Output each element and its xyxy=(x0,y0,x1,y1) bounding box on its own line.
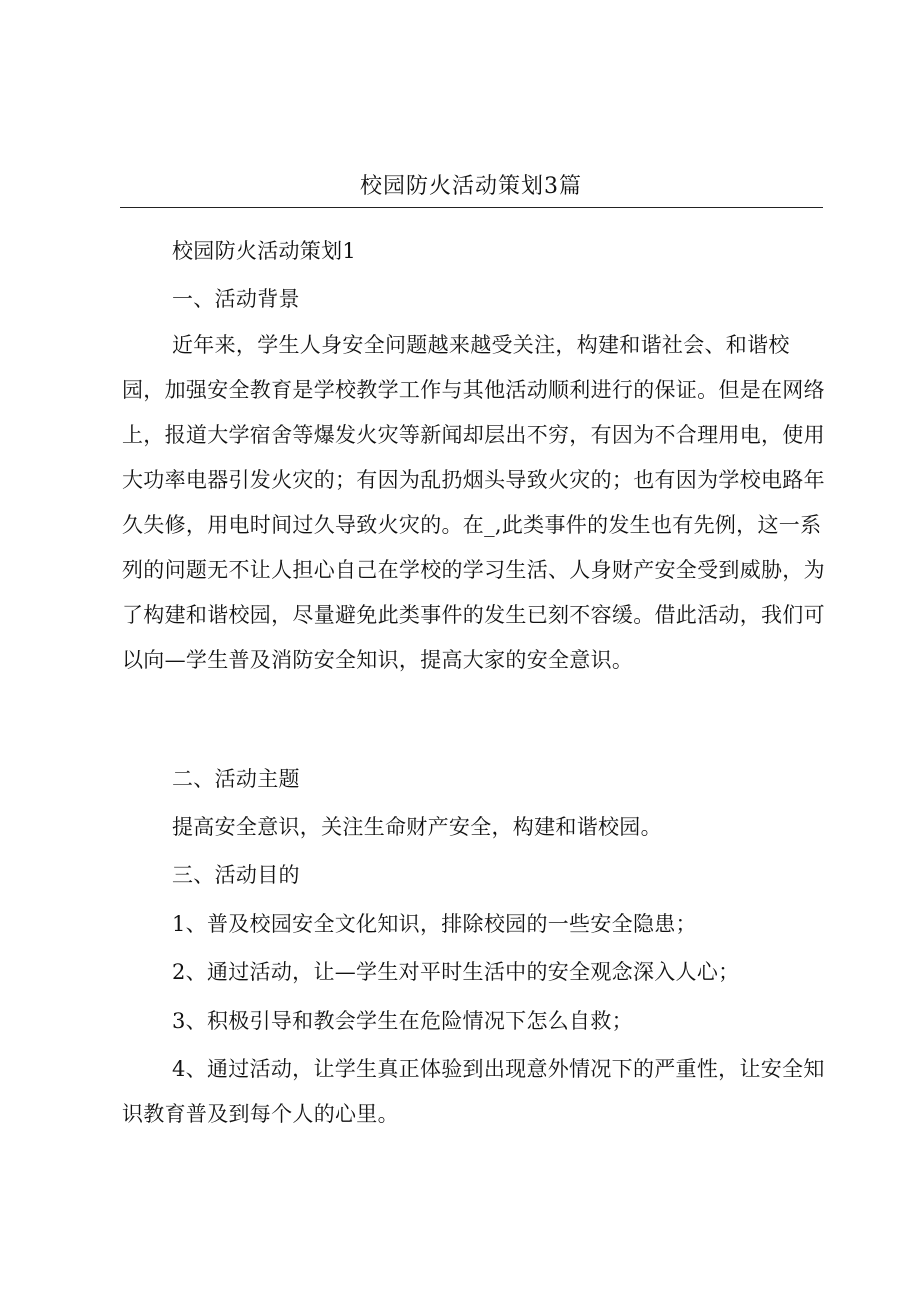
section-heading-background: 一、活动背景 xyxy=(172,287,300,311)
background-paragraph: 近年来，学生人身安全问题越来越受关注，构建和谐社会、和谐校园，加强安全教育是学校教学工作与其他活动顺利进行的保证。但是在网络上，报道大学宿舍等爆发火灾等新闻却层出不穷，有因为不合理用电，使用大功率电器引发火灾的；有因为乱扔烟头导致火灾的；也有因为学校电路年久失修，用电时间过久导致火灾的。在_,此类事件的发生也有先例，这一系列的问题无不让人担心自己在学校的学习生活、人身财产安全受到威胁，为了构建和谐校园，尽量避免此类事件的发生已刻不容缓。借此活动，我们可以向—学生普及消防安全知识，提高大家的安全意识。 xyxy=(122,333,825,672)
goal-item-3: 3、积极引导和教会学生在危险情况下怎么自救； xyxy=(172,1009,633,1033)
goal-item-2: 2、通过活动，让—学生对平时生活中的安全观念深入人心； xyxy=(172,960,740,984)
plan-subtitle: 校园防火活动策划1 xyxy=(172,239,357,263)
section-heading-goals: 三、活动目的 xyxy=(172,863,300,887)
document-title: 校园防火活动策划3篇 xyxy=(360,174,582,199)
theme-paragraph: 提高安全意识，关注生命财产安全，构建和谐校园。 xyxy=(172,815,662,839)
goal-item-1: 1、普及校园安全文化知识，排除校园的一些安全隐患； xyxy=(172,912,697,936)
section-heading-theme: 二、活动主题 xyxy=(172,767,300,791)
title-divider xyxy=(120,207,823,208)
goal-item-4: 4、通过活动，让学生真正体验到出现意外情况下的严重性，让安全知识教育普及到每个人的心里。 xyxy=(122,1057,825,1126)
